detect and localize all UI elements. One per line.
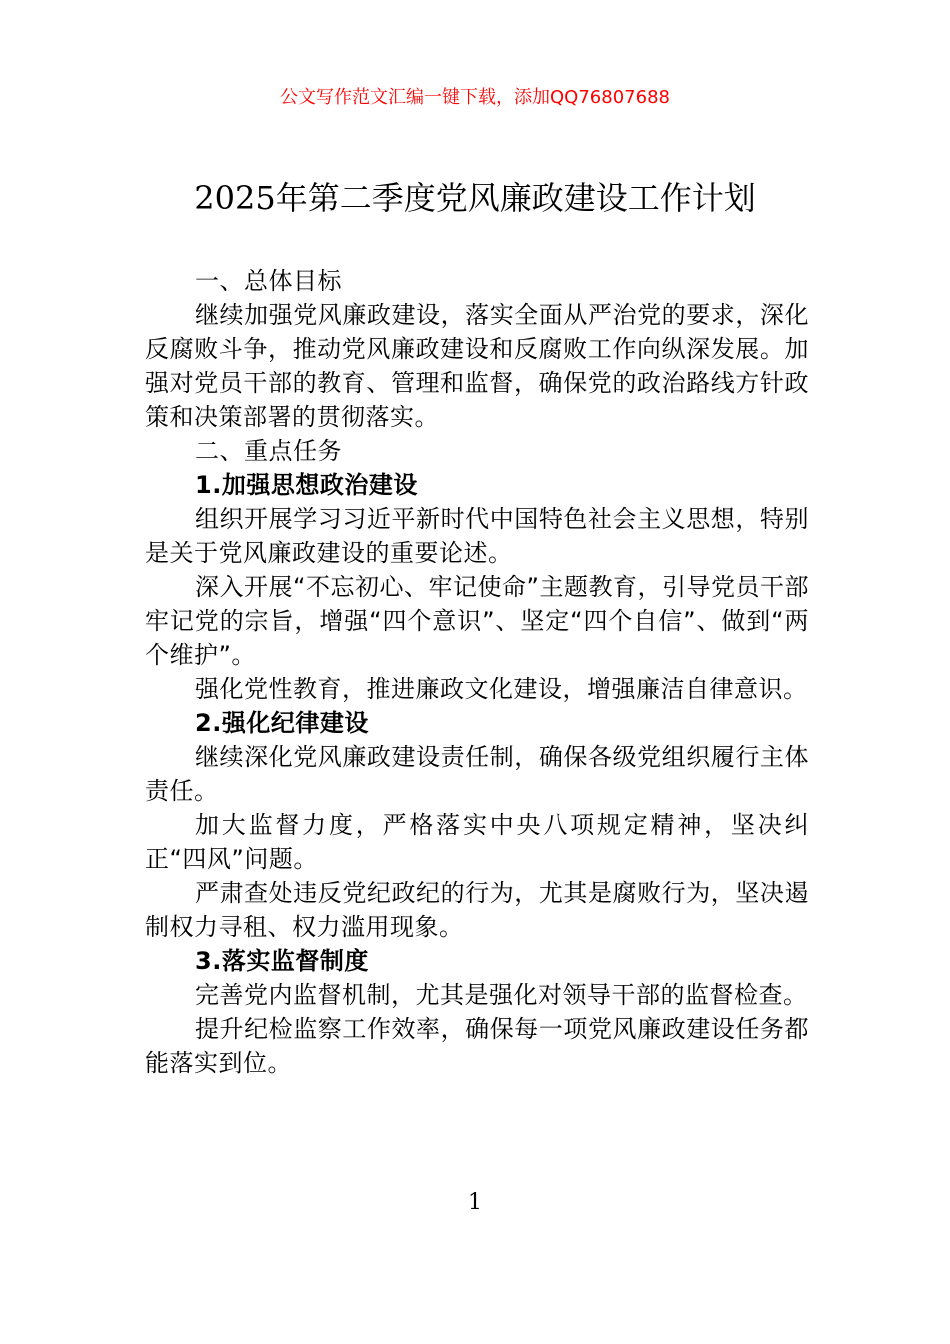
section-heading-overall-goal: 一、总体目标 <box>195 267 342 295</box>
section-heading-key-tasks: 二、重点任务 <box>195 437 342 465</box>
subheading-ideological-building: 1.加强思想政治建设 <box>195 471 418 499</box>
paragraph-supervision-strength: 加大监督力度，严格落实中央八项规定精神，坚决纠正“四风”问题。 <box>145 811 809 873</box>
paragraph-discipline-efficiency: 提升纪检监察工作效率，确保每一项党风廉政建设任务都能落实到位。 <box>145 1015 809 1077</box>
document-body <box>145 264 809 1080</box>
paragraph-theme-education: 深入开展“不忘初心、牢记使命”主题教育，引导党员干部牢记党的宗旨，增强“四个意识”、坚定“四个自信”、做到“两个维护”。 <box>145 573 809 669</box>
download-watermark: 公文写作范文汇编一键下载，添加QQ76807688 <box>280 87 670 108</box>
paragraph-overall-goal: 继续加强党风廉政建设，落实全面从严治党的要求，深化反腐败斗争，推动党风廉政建设和反腐败工作向纵深发展。加强对党员干部的教育、管理和监督，确保党的政治路线方针政策和决策部署的贯彻落实。 <box>145 301 809 431</box>
paragraph-investigate-violations: 严肃查处违反党纪政纪的行为，尤其是腐败行为，坚决遏制权力寻租、权力滥用现象。 <box>145 879 809 941</box>
paragraph-internal-supervision: 完善党内监督机制，尤其是强化对领导干部的监督检查。 <box>195 981 808 1009</box>
paragraph-study-thought: 组织开展学习习近平新时代中国特色社会主义思想，特别是关于党风廉政建设的重要论述。 <box>145 505 809 567</box>
paragraph-responsibility-system: 继续深化党风廉政建设责任制，确保各级党组织履行主体责任。 <box>145 743 809 805</box>
subheading-supervision-system: 3.落实监督制度 <box>195 947 369 975</box>
document-title: 2025年第二季度党风廉政建设工作计划 <box>194 179 756 217</box>
subheading-discipline-building: 2.强化纪律建设 <box>195 709 369 737</box>
paragraph-party-spirit-education: 强化党性教育，推进廉政文化建设，增强廉洁自律意识。 <box>195 675 808 703</box>
page-number: 1 <box>468 1190 482 1215</box>
